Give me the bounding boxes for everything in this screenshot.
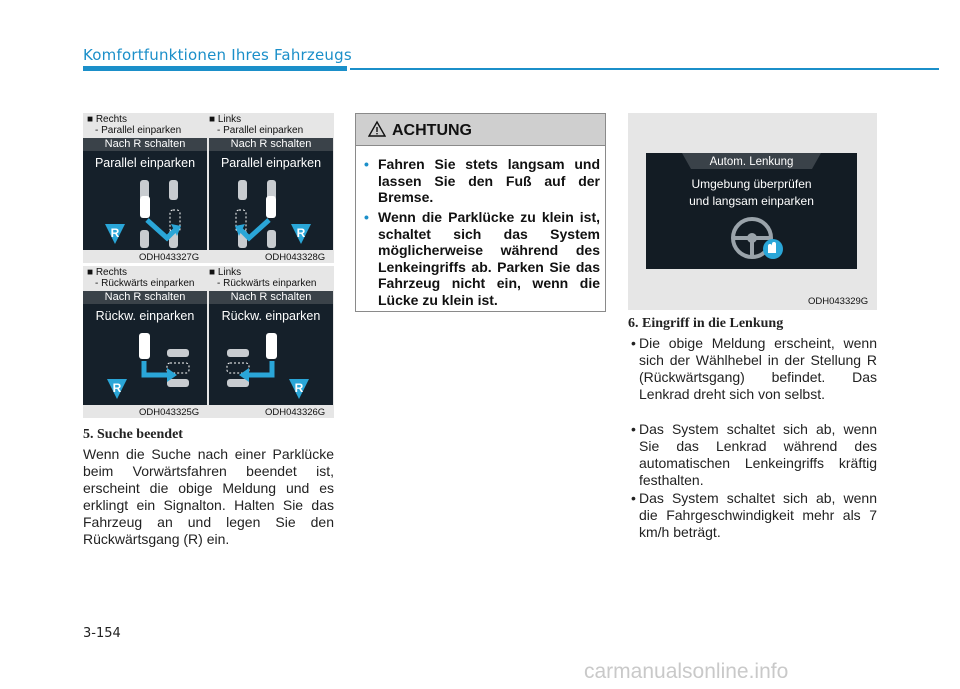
achtung-item: • Wenn die Parklücke zu klein ist, schaltet sich das System möglicherweise während des Lenkeingriffs ab. Parken Sie das Fahrzeug nicht ein, wenn die Lücke zu klein ist. xyxy=(364,209,600,308)
header-rule xyxy=(350,68,939,70)
page-number: 3-154 xyxy=(83,626,121,641)
warning-triangle-icon xyxy=(368,120,386,138)
bullet-dot-icon: • xyxy=(631,421,636,437)
auto-steering-screen xyxy=(646,153,857,269)
panel-shift-label: Nach R schalten xyxy=(83,291,207,304)
gear-r-icon: R xyxy=(296,226,306,240)
list-item: • Das System schaltet sich ab, wenn die Fahrgeschwindigkeit mehr als 7 km/h beträgt. xyxy=(631,490,877,540)
section-title: Komfortfunktionen Ihres Fahrzeugs xyxy=(83,46,352,64)
panel-shift-label: Nach R schalten xyxy=(209,138,333,151)
reverse-right-screen xyxy=(83,291,207,405)
parallel-left-diagram xyxy=(209,138,333,250)
gear-r-icon: R xyxy=(294,381,304,395)
parallel-right-screen xyxy=(83,138,207,250)
bullet-dot-icon: • xyxy=(631,490,636,506)
bullet-dot-icon: • xyxy=(364,156,369,172)
hand-detect-icon xyxy=(763,239,783,259)
panel-title: Rückw. einparken xyxy=(221,309,321,323)
caption-left-reverse: ■ Links - Rückwärts einparken xyxy=(209,267,317,289)
caption-right-reverse: ■ Rechts - Rückwärts einparken xyxy=(87,267,195,289)
figure-code: ODH043326G xyxy=(265,407,326,418)
achtung-title: ACHTUNG xyxy=(392,122,472,139)
figure-code: ODH043328G xyxy=(265,252,326,263)
auto-steering-tab: Autom. Lenkung xyxy=(709,156,794,168)
bullet-dot-icon: • xyxy=(631,335,636,351)
section-5-body: Wenn die Suche nach einer Parklücke beim Vorwärtsfahren beendet ist, erscheint die obige Meldung und es erklingt ein Signalton. Halten Sie das Fahrzeug an und legen Sie den Rückwärtsgang (R) ein. xyxy=(83,446,334,547)
panel-shift-label: Nach R schalten xyxy=(83,138,207,151)
header-accent-bar xyxy=(83,66,347,71)
panel-shift-label: Nach R schalten xyxy=(209,291,333,304)
panel-title: Parallel einparken xyxy=(94,156,196,170)
figure-code: ODH043327G xyxy=(139,252,200,263)
reverse-right-diagram xyxy=(83,291,207,405)
list-item: • Die obige Meldung erscheint, wenn sich der Wählhebel in der Stellung R (Rückwärtsgang) befindet. Das Lenkrad dreht sich von selbst. xyxy=(631,335,877,402)
achtung-item: • Fahren Sie stets langsam und lassen Sie den Fuß auf der Bremse. xyxy=(364,156,600,205)
auto-steering-display xyxy=(646,153,857,269)
gear-r-icon: R xyxy=(112,381,122,395)
figure-code: ODH043325G xyxy=(139,407,200,418)
bullet-dot-icon: • xyxy=(364,209,369,225)
auto-steering-line2: und langsam einparken xyxy=(689,194,814,208)
gear-r-icon: R xyxy=(110,226,120,240)
reverse-left-diagram xyxy=(209,291,333,405)
panel-title: Rückw. einparken xyxy=(95,309,195,323)
auto-steering-line1: Umgebung überprüfen xyxy=(691,177,812,191)
figure-group-parallel xyxy=(83,113,334,263)
achtung-box xyxy=(355,113,606,312)
figure-group-reverse xyxy=(83,266,334,418)
list-item: • Das System schaltet sich ab, wenn Sie das Lenkrad während des automatischen Lenkeingriffs kräftig festhalten. xyxy=(631,421,877,488)
watermark: carmanualsonline.info xyxy=(584,660,789,683)
caption-right-parallel: ■ Rechts - Parallel einparken xyxy=(87,114,182,136)
section-6-heading: 6. Eingriff in die Lenkung xyxy=(628,316,784,331)
achtung-header xyxy=(356,114,605,146)
reverse-left-screen xyxy=(209,291,333,405)
figure-code: ODH043329G xyxy=(808,296,869,307)
panel-title: Parallel einparken xyxy=(220,156,322,170)
parallel-right-diagram xyxy=(83,138,207,250)
caption-left-parallel: ■ Links - Parallel einparken xyxy=(209,114,304,136)
parallel-left-screen xyxy=(209,138,333,250)
section-5-heading: 5. Suche beendet xyxy=(83,427,183,442)
auto-steering-figure xyxy=(628,113,877,310)
